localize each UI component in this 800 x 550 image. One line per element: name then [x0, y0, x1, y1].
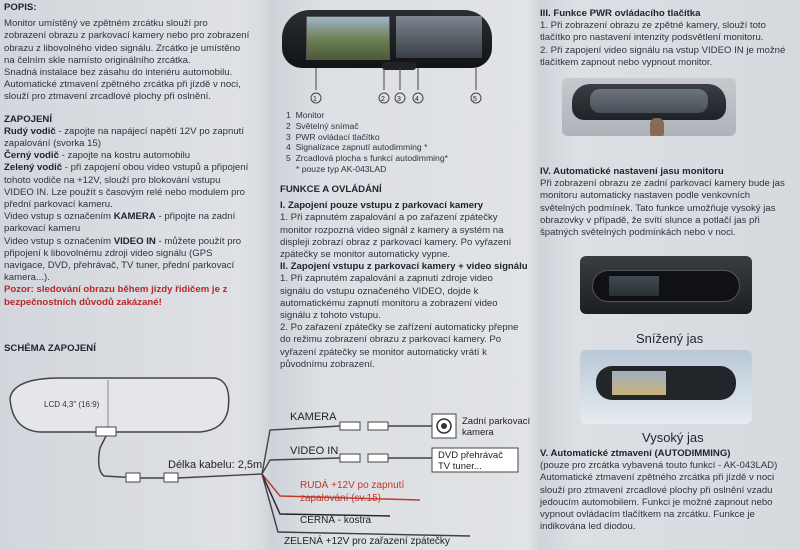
cerny-label: Černý vodič [4, 150, 59, 162]
zeleny-text: tohoto vodiče na +12V, slouží pro blokování vstupu [4, 174, 221, 186]
funkce-section [280, 184, 532, 371]
warning-text: Pozor: sledování obrazu během jízdy řidičem je z [4, 284, 228, 296]
s1-title: I. Zapojení pouze vstupu z parkovací kamery [280, 200, 484, 212]
videoin-label: VIDEO IN [113, 235, 156, 247]
s4-line: obrazovky v případě, že svítí slunce a potlačí jas při [540, 214, 760, 226]
kamera-text: parkovací kameru [4, 223, 81, 235]
s2-line: signálu do vstupu označeného VIDEO, dojde k [280, 285, 479, 297]
legend-num: 4 [286, 142, 291, 153]
cerny-text: - zapojte na kostru automobilu [58, 150, 191, 162]
wire-videoin [262, 458, 340, 474]
rca-connector [340, 454, 360, 462]
s4-line: monitoru automaticky nastaven podle venkovních [540, 190, 751, 202]
kabel-label: Délka kabelu: 2,5m [168, 459, 263, 471]
callout-number: 5 [473, 96, 477, 103]
cable-plug [126, 473, 140, 482]
callouts [280, 68, 532, 108]
legend-num: 2 [286, 120, 291, 131]
mirror-photo [282, 10, 492, 68]
s5-line: (pouze pro zrcátka vybavená touto funkcí - AK-043LAD) [540, 460, 778, 472]
callout-number: 4 [415, 96, 419, 103]
rca-connector [368, 454, 388, 462]
callout-number: 3 [397, 96, 401, 103]
s2b-line: 2. Po zařazení zpátečky se zařízení automaticky přepne [280, 322, 519, 334]
popis-text [4, 18, 266, 103]
column-left [4, 0, 266, 355]
wiring-diagram [0, 370, 540, 550]
callout-number: 2 [381, 96, 385, 103]
dvd-label: DVD přehrávač [438, 450, 503, 461]
videoin-text: kamera...). [4, 272, 50, 284]
s5-line: vypnout ovládacím tlačítkem na zrcátku. Funkce je [540, 509, 755, 521]
popis-line: Monitor umístěný ve zpětném zrcátku slouží pro [4, 18, 208, 30]
videoin-text: připojení k libovolnému zdroji video signálu (GPS [4, 247, 213, 259]
zeleny-text: VIDEO IN. Lze použít s časovým relé nebo modulem pro [4, 186, 246, 198]
s1-line: monitor rozpozná video signál z kamery a systém na [280, 224, 504, 236]
column-right [540, 0, 796, 69]
rudy-label: Rudý vodič [4, 125, 56, 137]
snizeny-label: Snížený jas [636, 331, 704, 346]
kamera-wire-label: KAMERA [290, 411, 337, 423]
ruda-label: RUDÁ +12V po zapnutí [300, 480, 405, 491]
legend-num: 5 [286, 153, 291, 164]
popis-line: Snadná instalace bez zásahu do interiéru automobilu. [4, 67, 233, 79]
s5-title: V. Automatické ztmavení (AUTODIMMING) [540, 448, 731, 459]
popis-line: slouží pro ztmavení zrcadlové plochy při oslnění. [4, 91, 211, 103]
s2-line: signálu z tohoto vstupu. [280, 310, 381, 322]
videoin-wire-label: VIDEO IN [290, 445, 339, 457]
s2b-line: původnímu zobrazení. [280, 358, 375, 370]
kamera-label: KAMERA [113, 211, 156, 223]
videoin-text: navigace, DVD, přehrávač, TV tuner, přední parkovací [4, 260, 235, 272]
popis-line: obrazu z libovolného video signálu. Zrcátko je umístěno [4, 42, 241, 54]
videoin-text: - můžete použít pro [155, 235, 242, 247]
mirror-connector [96, 427, 116, 436]
videoin-pre: Video vstup s označením [4, 235, 114, 247]
zadni-kamera-label: Zadní parkovací [462, 416, 531, 427]
schema-title: SCHÉMA ZAPOJENÍ [4, 342, 96, 354]
mirror-surface [396, 16, 482, 58]
s5-line: Automatické ztmavení zpětného zrcátka při jízdě v noci [540, 472, 775, 484]
zelena-label: ZELENÁ +12V pro zařazení zpátečky [284, 536, 450, 547]
finger-icon [650, 118, 664, 136]
dvd-label: TV tuner... [438, 461, 482, 472]
kamera-pre: Video vstup s označením [4, 211, 114, 223]
kamera-text: - připojte na zadní [155, 211, 236, 223]
ruda-label: zapalování (sv.15) [300, 493, 381, 504]
legend-item: Signalizace zapnutí autodimming * [295, 142, 428, 153]
legend [286, 110, 526, 175]
s5-line: slouží pro ztmavení zrcadlové plochy při oslnění vzadu [540, 484, 773, 496]
cable-plug [164, 473, 178, 482]
zeleny-text: - při zapojení obou video vstupů a připojení [62, 162, 249, 174]
s2-title: II. Zapojení vstupu z parkovací kamery + video signálu [280, 261, 528, 273]
legend-item: Světelný snímač [295, 120, 359, 131]
s5-line: indikována led diodou. [540, 521, 636, 533]
camera-lens-icon [441, 423, 447, 429]
zeleny-text: přední parkovací kameru. [4, 199, 113, 211]
pwr-photo [562, 78, 736, 136]
zadni-kamera-label: kamera [462, 427, 494, 438]
s2b-line: do režimu zobrazení obrazu z parkovací kamery. Po [280, 334, 502, 346]
popis-line: Automatické ztmavení zpětného zrcátka při jízdě v noci, [4, 79, 241, 91]
vysoky-label: Vysoký jas [642, 430, 704, 445]
dim-photo [580, 256, 752, 314]
s2-line: automatickému zapnutí monitoru a zobrazení video [280, 297, 498, 309]
legend-num: 3 [286, 131, 291, 142]
rudy-text: zapalování (svorka 15) [4, 138, 102, 150]
legend-item: Zrcadlová plocha s funkcí autodimming* [295, 153, 448, 164]
cable [99, 436, 140, 478]
mirror-icon [572, 84, 726, 120]
monitor-screen [306, 16, 390, 60]
rca-connector [340, 422, 360, 430]
popis-line: na čelním skle namísto originálního zrcátka. [4, 54, 191, 66]
lcd-label: LCD 4,3" (16:9) [44, 400, 100, 409]
s2-line: 1. Při zapnutém zapalování a zapnutí zdroje video [280, 273, 493, 285]
popis-line: zobrazení obrazu z parkovací kamery nebo pro zobrazení [4, 30, 250, 42]
legend-item: Monitor [295, 110, 325, 120]
zeleny-label: Zelený vodič [4, 162, 63, 174]
legend-note: * pouze typ AK-043LAD [296, 163, 387, 174]
legend-item: PWR ovládací tlačítko [295, 131, 380, 142]
s1-line: zpátečky se monitor automaticky vypne. [280, 249, 451, 261]
s5-section [540, 448, 796, 533]
s4-line: špatných světelných podmínkách nebo v noci. [540, 227, 736, 239]
mirror-outline [10, 378, 229, 432]
s3-line: tlačítkem zapnout nebo vypnout monitor. [540, 56, 713, 68]
rudy-text: - zapojte na napájecí napětí 12V po zapnutí [55, 125, 245, 137]
s1-line: displeji zobrazí obraz z parkovací kamery. Po vyřazení [280, 236, 512, 248]
s3-line: 1. Při zobrazení obrazu ze zpětné kamery, slouží toto [540, 20, 766, 32]
zapojeni-title: ZAPOJENÍ [4, 113, 52, 125]
s3-line: 2. Při zapojení video signálu na vstup VIDEO IN je možné [540, 44, 786, 56]
s4-section [540, 166, 796, 239]
s4-line: Při zobrazení obrazu ze zadní parkovací kamery bude jas [540, 178, 785, 190]
callout-number: 1 [313, 96, 317, 103]
s2b-line: vyřazení zpátečky se monitor automaticky vrátí k [280, 346, 487, 358]
s1-line: 1. Při zapnutém zapalování a po zařazení zpátečky [280, 212, 498, 224]
s3-line: tlačítko pro nastavení intenzity podsvětlení monitoru. [540, 32, 764, 44]
funkce-title: FUNKCE A OVLÁDÁNÍ [280, 184, 382, 195]
s5-line: jedoucím automobilem. Funkci je možné zapnout nebo [540, 496, 773, 508]
s3-title: III. Funkce PWR ovládacího tlačítka [540, 8, 701, 19]
rca-connector [368, 422, 388, 430]
cerna-label: ČERNÁ - kostra [300, 515, 372, 526]
s4-line: světelných podmínek. Tato funkce umožňuje vysoký jas [540, 202, 776, 214]
legend-num: 1 [286, 110, 291, 120]
s4-title: IV. Automatické nastavení jasu monitoru [540, 166, 724, 177]
warning-text: bezpečnostních důvodů zakázané! [4, 296, 162, 308]
popis-title: POPIS: [4, 2, 37, 13]
bright-photo [580, 350, 752, 424]
